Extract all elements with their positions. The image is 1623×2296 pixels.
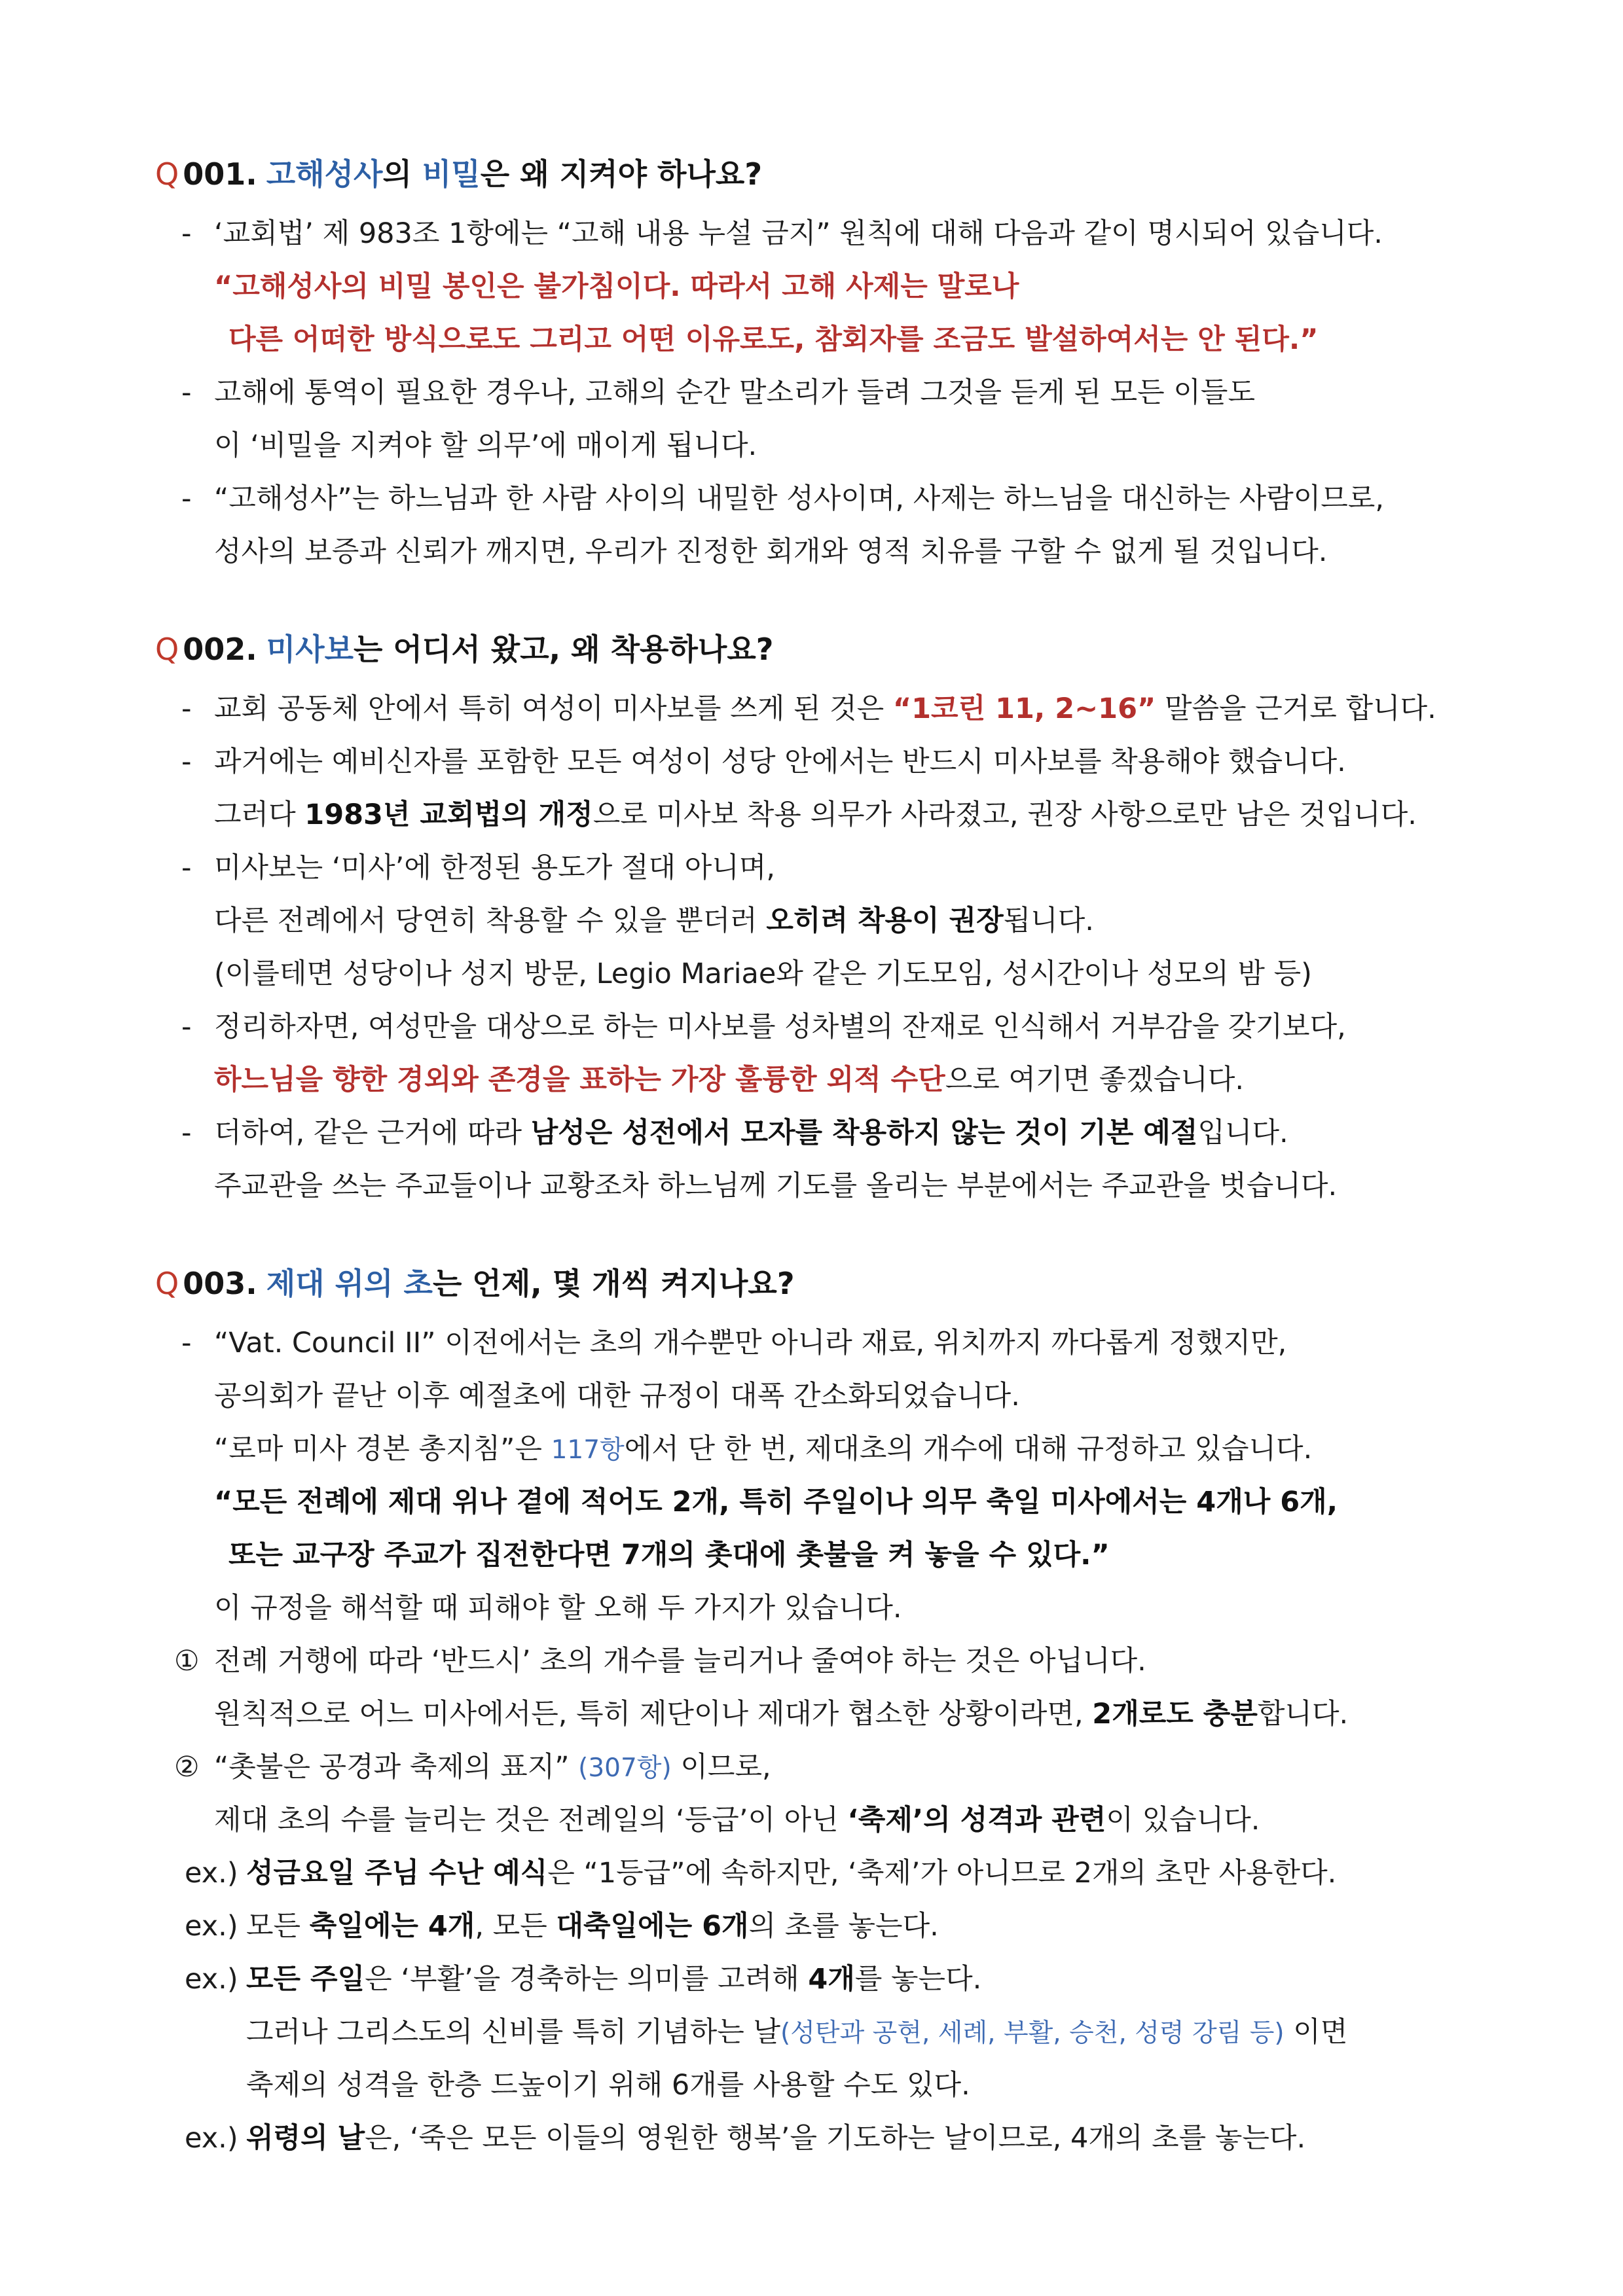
answer-line bbox=[0, 1001, 1623, 1054]
line-text: 입니다. bbox=[1197, 1117, 1288, 1149]
answer-line bbox=[0, 526, 1623, 579]
answer-line bbox=[0, 1370, 1623, 1423]
emphasis-bold: 위령의 날 bbox=[246, 2122, 365, 2155]
bullet-marker: - bbox=[181, 1011, 192, 1043]
bullet-marker: - bbox=[181, 852, 192, 884]
line-text: “로마 미사 경본 총지침”은 bbox=[214, 1433, 551, 1465]
emphasis-bold: 대축일에는 6개 bbox=[556, 1910, 749, 1943]
bullet-marker: - bbox=[181, 1117, 192, 1149]
line-text: 전례 거행에 따라 ‘반드시’ 초의 개수를 늘리거나 줄여야 하는 것은 아닙니다. bbox=[214, 1645, 1146, 1677]
answer-line bbox=[0, 842, 1623, 895]
emphasis-bold: 남성은 성전에서 모자를 착용하지 않는 것이 기본 예절 bbox=[530, 1117, 1198, 1149]
answer-line bbox=[0, 1160, 1623, 1213]
bullet-marker: - bbox=[181, 745, 192, 778]
answer-line bbox=[0, 2006, 1623, 2059]
line-text: 은, ‘죽은 모든 이들의 영원한 행복’을 기도하는 날이므로, 4개의 초를 놓는다. bbox=[365, 2122, 1306, 2155]
line-text: 축제의 성격을 한층 드높이기 위해 6개를 사용할 수도 있다. bbox=[246, 2069, 970, 2102]
answer-line bbox=[0, 1953, 1623, 2006]
bullet-marker: - bbox=[181, 482, 192, 515]
line-text: “촛불은 공경과 축제의 표지” bbox=[214, 1751, 579, 1784]
emphasis-bold: ‘축제’의 성격과 관련 bbox=[847, 1804, 1106, 1837]
answer-line bbox=[0, 895, 1623, 948]
example-marker: ex.) bbox=[185, 1857, 238, 1890]
answer-line bbox=[0, 260, 1623, 314]
line-text: 미사보는 ‘미사’에 한정된 용도가 절대 아니며, bbox=[214, 852, 776, 884]
reference-blue: (성탄과 공현, 세례, 부활, 승천, 성령 강림 등) bbox=[780, 2018, 1285, 2048]
question-label: Q bbox=[155, 156, 179, 192]
answer-line bbox=[0, 2059, 1623, 2112]
answer-line bbox=[0, 1847, 1623, 1900]
answer-line bbox=[0, 1476, 1623, 1529]
question-number: 001. bbox=[183, 156, 257, 192]
answer-line bbox=[0, 367, 1623, 420]
line-text: 은 ‘부활’을 경축하는 의미를 고려해 bbox=[365, 1963, 809, 1996]
emphasis-bold: 오히려 착용이 권장 bbox=[766, 905, 1004, 937]
line-text: (이를테면 성당이나 성지 방문, Legio Mariae와 같은 기도모임, 성시간이나 성모의 밤 등) bbox=[214, 958, 1312, 990]
line-text: 성사의 보증과 신뢰가 깨지면, 우리가 진정한 회개와 영적 치유를 구할 수 없게 될 것입니다. bbox=[214, 535, 1328, 568]
emphasis-bold: 모든 주일 bbox=[246, 1963, 365, 1996]
scripture-reference: “1코린 11, 2~16” bbox=[892, 692, 1156, 725]
line-text: 으로 여기면 좋겠습니다. bbox=[945, 1064, 1245, 1096]
line-text: 교회 공동체 안에서 특히 여성이 미사보를 쓰게 된 것은 bbox=[214, 692, 893, 725]
line-text: 주교관을 쓰는 주교들이나 교황조차 하느님께 기도를 올리는 부분에서는 주교관을 벗습니다. bbox=[214, 1170, 1338, 1202]
line-text: 모든 bbox=[246, 1910, 310, 1943]
line-text: 이 있습니다. bbox=[1106, 1804, 1260, 1837]
line-text: 이 규정을 해석할 때 피해야 할 오해 두 가지가 있습니다. bbox=[214, 1592, 902, 1624]
line-text: 더하여, 같은 근거에 따라 bbox=[214, 1117, 531, 1149]
emphasis-bold: 축일에는 4개 bbox=[309, 1910, 475, 1943]
quote-red: 다른 어떠한 방식으로도 그리고 어떤 이유로도, 참회자를 조금도 발설하여서는 안 된다.” bbox=[228, 323, 1319, 356]
quote-bold: “모든 전례에 제대 위나 곁에 적어도 2개, 특히 주일이나 의무 축일 미사에서는 4개나 6개, bbox=[214, 1486, 1338, 1518]
emphasis-red: 하느님을 향한 경외와 존경을 표하는 가장 훌륭한 외적 수단 bbox=[214, 1064, 945, 1096]
line-text: 이 ‘비밀을 지켜야 할 의무’에 매이게 됩니다. bbox=[214, 429, 757, 462]
answer-line bbox=[0, 1582, 1623, 1635]
line-text: ‘교회법’ 제 983조 1항에는 “고해 내용 누설 금지” 원칙에 대해 다음과 같이 명시되어 있습니다. bbox=[214, 217, 1383, 250]
answer-line bbox=[0, 314, 1623, 367]
question-keyword: 미사보 bbox=[266, 632, 354, 667]
bullet-marker: - bbox=[181, 692, 192, 725]
line-text: “고해성사”는 하느님과 한 사람 사이의 내밀한 성사이며, 사제는 하느님을 대신하는 사람이므로, bbox=[214, 482, 1385, 515]
emphasis-bold: 4개 bbox=[808, 1963, 855, 1996]
example-marker: ex.) bbox=[185, 2122, 238, 2155]
answer-line bbox=[0, 1688, 1623, 1741]
answer-line bbox=[0, 1529, 1623, 1582]
line-text: 과거에는 예비신자를 포함한 모든 여성이 성당 안에서는 반드시 미사보를 착용해야 했습니다. bbox=[214, 745, 1346, 778]
line-text: , 모든 bbox=[475, 1910, 556, 1943]
answer-line bbox=[0, 1794, 1623, 1847]
question-keyword: 고해성사 bbox=[266, 156, 383, 192]
question-keyword: 제대 위의 초 bbox=[266, 1266, 433, 1301]
line-text: “Vat. Council II” 이전에서는 초의 개수뿐만 아니라 재료, 위치까지 까다롭게 정했지만, bbox=[214, 1327, 1287, 1359]
question-title-text: 은 왜 지켜야 하나요? bbox=[480, 156, 763, 192]
answer-line bbox=[0, 473, 1623, 526]
line-text: 제대 초의 수를 늘리는 것은 전례일의 ‘등급’이 아닌 bbox=[214, 1804, 848, 1837]
question-label: Q bbox=[155, 1266, 179, 1301]
line-text: 말씀을 근거로 합니다. bbox=[1156, 692, 1436, 725]
line-text: 합니다. bbox=[1257, 1698, 1349, 1731]
line-text: 를 놓는다. bbox=[854, 1963, 982, 1996]
question-heading bbox=[0, 623, 1623, 676]
line-text: 고해에 통역이 필요한 경우나, 고해의 순간 말소리가 들려 그것을 듣게 된 모든 이들도 bbox=[214, 376, 1255, 409]
circled-number: ② bbox=[174, 1751, 200, 1784]
bullet-marker: - bbox=[181, 376, 192, 409]
answer-line bbox=[0, 789, 1623, 842]
question-section-1 bbox=[0, 148, 1623, 579]
answer-line bbox=[0, 1635, 1623, 1688]
line-text: 은 “1등급”에 속하지만, ‘축제’가 아니므로 2개의 초만 사용한다. bbox=[547, 1857, 1337, 1890]
line-text: 그러다 bbox=[214, 798, 305, 831]
circled-number: ① bbox=[174, 1645, 200, 1677]
example-marker: ex.) bbox=[185, 1910, 238, 1943]
question-title-text: 는 어디서 왔고, 왜 착용하나요? bbox=[354, 632, 774, 667]
question-section-2 bbox=[0, 623, 1623, 1213]
question-label: Q bbox=[155, 632, 179, 667]
answer-line bbox=[0, 1054, 1623, 1107]
reference-blue: (307항) bbox=[578, 1753, 672, 1783]
question-title-text: 는 언제, 몇 개씩 켜지나요? bbox=[432, 1266, 795, 1301]
bullet-marker: - bbox=[181, 217, 192, 250]
question-number: 002. bbox=[183, 632, 257, 667]
emphasis-bold: 2개로도 충분 bbox=[1092, 1698, 1258, 1731]
answer-line bbox=[0, 736, 1623, 789]
line-text: 으로 미사보 착용 의무가 사라졌고, 권장 사항으로만 남은 것입니다. bbox=[593, 798, 1417, 831]
question-keyword: 비밀 bbox=[422, 156, 481, 192]
emphasis-bold: 1983년 교회법의 개정 bbox=[304, 798, 593, 831]
answer-line bbox=[0, 1317, 1623, 1370]
line-text: 이면 bbox=[1284, 2016, 1348, 2049]
line-text: 에서 단 한 번, 제대초의 개수에 대해 규정하고 있습니다. bbox=[624, 1433, 1313, 1465]
quote-bold: 또는 교구장 주교가 집전한다면 7개의 촛대에 촛불을 켜 놓을 수 있다.” bbox=[228, 1539, 1110, 1571]
answer-line bbox=[0, 2112, 1623, 2165]
example-marker: ex.) bbox=[185, 1963, 238, 1996]
line-text: 다른 전례에서 당연히 착용할 수 있을 뿐더러 bbox=[214, 905, 767, 937]
quote-red: “고해성사의 비밀 봉인은 불가침이다. 따라서 고해 사제는 말로나 bbox=[214, 270, 1019, 303]
answer-line bbox=[0, 420, 1623, 473]
answer-line bbox=[0, 1741, 1623, 1794]
emphasis-bold: 성금요일 주님 수난 예식 bbox=[246, 1857, 548, 1890]
line-text: 의 초를 놓는다. bbox=[748, 1910, 939, 1943]
question-heading bbox=[0, 1257, 1623, 1310]
line-text: 그러나 그리스도의 신비를 특히 기념하는 날 bbox=[246, 2016, 781, 2049]
question-number: 003. bbox=[183, 1266, 257, 1301]
question-title-text: 의 bbox=[382, 156, 422, 192]
reference-blue: 117항 bbox=[551, 1435, 625, 1465]
line-text: 공의회가 끝난 이후 예절초에 대한 규정이 대폭 간소화되었습니다. bbox=[214, 1380, 1020, 1412]
line-text: 됩니다. bbox=[1003, 905, 1094, 937]
answer-line bbox=[0, 683, 1623, 736]
answer-line bbox=[0, 948, 1623, 1001]
line-text: 정리하자면, 여성만을 대상으로 하는 미사보를 성차별의 잔재로 인식해서 거부감을 갖기보다, bbox=[214, 1011, 1346, 1043]
answer-line bbox=[0, 1107, 1623, 1160]
question-heading bbox=[0, 148, 1623, 201]
line-text: 이므로, bbox=[671, 1751, 771, 1784]
line-text: 원칙적으로 어느 미사에서든, 특히 제단이나 제대가 협소한 상황이라면, bbox=[214, 1698, 1093, 1731]
question-section-3 bbox=[0, 1257, 1623, 2165]
answer-line bbox=[0, 207, 1623, 260]
answer-line bbox=[0, 1900, 1623, 1953]
answer-line bbox=[0, 1423, 1623, 1476]
document-body bbox=[0, 148, 1623, 2165]
bullet-marker: - bbox=[181, 1327, 192, 1359]
